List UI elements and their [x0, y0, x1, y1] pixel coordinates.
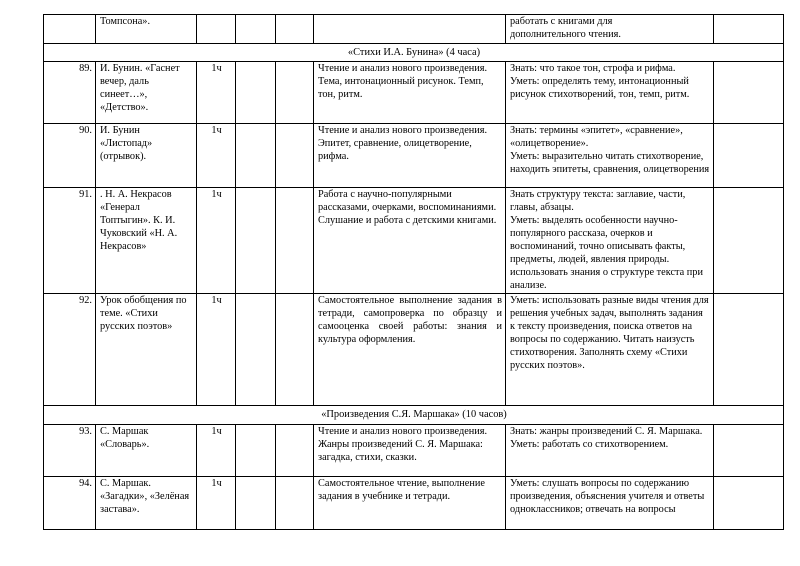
- cell-requirements: [506, 15, 714, 44]
- requirement-line: Уметь: выразительно читать стихотворение, находить эпитеты, сравнения, олицетворения: [510, 150, 710, 175]
- cell-empty-2: [276, 188, 314, 294]
- cell-title: И. Бунин. «Гаснет вечер, даль синеет…», «Детство».: [96, 62, 197, 124]
- description-line: Слушание и работа с детскими книгами.: [318, 214, 497, 226]
- description-line: Самостоятельное выполнение задания в тетради, самопроверка по образцу и самооценка своей работы: знания и культура оформления.: [318, 295, 502, 346]
- description-line: Жанры произведений С. Я. Маршака: загадка, стихи, сказки.: [318, 439, 483, 464]
- cell-description: [314, 188, 506, 294]
- cell-description: [314, 294, 506, 406]
- cell-empty-1: [236, 188, 276, 294]
- cell-requirements: [506, 62, 714, 124]
- cell-empty-2: [276, 294, 314, 406]
- cell-number: 93.: [44, 425, 96, 477]
- cell-requirements: [506, 188, 714, 294]
- cell-number: [44, 15, 96, 44]
- cell-empty-1: [236, 294, 276, 406]
- description-line: Чтение и анализ нового произведения.: [318, 426, 488, 438]
- cell-requirements: [506, 294, 714, 406]
- requirement-line: Уметь: работать со стихотворением.: [510, 439, 669, 451]
- cell-empty-1: [236, 62, 276, 124]
- table-body: [44, 15, 784, 530]
- description-line: Самостоятельное чтение, выполнение задания в учебнике и тетради.: [318, 478, 485, 503]
- cell-hours: 1ч: [197, 425, 236, 477]
- title-line: Томпсона».: [100, 16, 151, 27]
- table-row: [44, 188, 784, 294]
- requirement-line: Уметь: определять тему, интонационный рисунок стихотворений, тон, темп, ритм.: [510, 75, 690, 100]
- cell-title: С. Маршак. «Загадки», «Зелёная застава».: [96, 477, 197, 530]
- cell-description: [314, 124, 506, 188]
- cell-title: . Н. А. Некрасов «Генерал Топтыгин». К. И. Чуковский «Н. А. Некрасов»: [96, 188, 197, 294]
- lesson-plan-table: [43, 14, 784, 530]
- cell-notes: [714, 188, 784, 294]
- section-title: «Стихи И.А. Бунина» (4 часа): [44, 44, 784, 62]
- cell-notes: [714, 294, 784, 406]
- cell-empty-2: [276, 477, 314, 530]
- cell-empty-1: [236, 124, 276, 188]
- requirement-line: Знать: жанры произведений С. Я. Маршака.: [510, 426, 703, 438]
- table-row: [44, 477, 784, 530]
- cell-hours: 1ч: [197, 294, 236, 406]
- description-line: Работа с научно-популярными рассказами, очерками, воспоминаниями.: [318, 189, 497, 213]
- requirement-line: Уметь: выделять особенности научно-популярного рассказа, очерков и воспоминаний, точно описывать факты, предметы, людей, явления природы. использовать знания о структуре текста при анализе.: [510, 214, 703, 291]
- requirement-line: Знать: термины «эпитет», «сравнение», «олицетворение».: [510, 125, 683, 149]
- cell-notes: [714, 477, 784, 530]
- cell-title: Урок обобщения по теме. «Стихи русских поэтов»: [96, 294, 197, 406]
- requirement-line: Уметь: использовать разные виды чтения для решения учебных задач, выполнять задания к тексту произведения, поиска ответов на вопросы по содержанию. Читать наизусть стихотворения. Заполнять схему «Стихи русских поэтов».: [510, 295, 709, 372]
- description-line: Чтение и анализ нового произведения. Эпитет, сравнение, олицетворение, рифма.: [318, 125, 488, 162]
- section-header-row: [44, 406, 784, 425]
- cell-empty-2: [276, 62, 314, 124]
- cell-title: И. Бунин «Листопад» (отрывок).: [96, 124, 197, 188]
- table-row: [44, 294, 784, 406]
- cell-number: 94.: [44, 477, 96, 530]
- cell-requirements: [506, 477, 714, 530]
- cell-title: [96, 15, 197, 44]
- cell-description: [314, 477, 506, 530]
- cell-empty-2: [276, 15, 314, 44]
- cell-empty-2: [276, 124, 314, 188]
- cell-hours: 1ч: [197, 188, 236, 294]
- cell-title: С. Маршак «Словарь».: [96, 425, 197, 477]
- requirement-line: Знать: что такое тон, строфа и рифма.: [510, 63, 676, 75]
- cell-description: [314, 62, 506, 124]
- cell-requirements: [506, 124, 714, 188]
- cell-hours: 1ч: [197, 62, 236, 124]
- cell-hours: [197, 15, 236, 44]
- cell-hours: 1ч: [197, 124, 236, 188]
- cell-description: [314, 15, 506, 44]
- cell-number: 89.: [44, 62, 96, 124]
- requirement-line: дополнительного чтения.: [510, 28, 621, 40]
- description-line: Чтение и анализ нового произведения. Тема, интонационный рисунок. Темп, тон, ритм.: [318, 63, 488, 100]
- cell-empty-1: [236, 477, 276, 530]
- cell-empty-1: [236, 15, 276, 44]
- requirement-line: Уметь: слушать вопросы по содержанию произведения, объяснения учителя и ответы одноклассников; отвечать на вопросы: [510, 478, 705, 516]
- cell-hours: 1ч: [197, 477, 236, 530]
- cell-requirements: [506, 425, 714, 477]
- section-title: «Произведения С.Я. Маршака» (10 часов): [44, 406, 784, 425]
- cell-empty-2: [276, 425, 314, 477]
- requirement-line: Знать структуру текста: заглавие, части, главы, абзацы.: [510, 189, 686, 213]
- table-row: [44, 425, 784, 477]
- table-row: [44, 62, 784, 124]
- cell-notes: [714, 62, 784, 124]
- section-header-row: [44, 44, 784, 62]
- cell-number: 90.: [44, 124, 96, 188]
- table-row: [44, 15, 784, 44]
- cell-notes: [714, 425, 784, 477]
- requirement-line: работать с книгами для: [510, 16, 613, 27]
- cell-notes: [714, 124, 784, 188]
- cell-number: 92.: [44, 294, 96, 406]
- cell-number: 91.: [44, 188, 96, 294]
- cell-empty-1: [236, 425, 276, 477]
- cell-description: [314, 425, 506, 477]
- table-row: [44, 124, 784, 188]
- cell-notes: [714, 15, 784, 44]
